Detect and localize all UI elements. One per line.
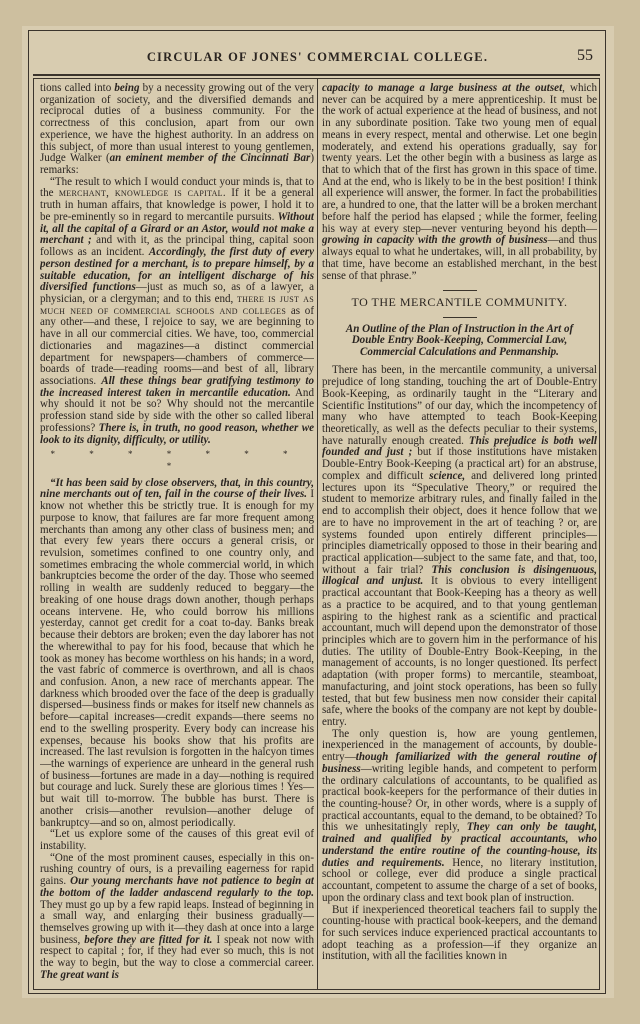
paragraph: [322, 905, 597, 964]
text-run: and delivered long printed lectures upon its “Speculative Theory,” or required the student to memorize arbitrary rules, and finally failed in the end to accomplish their object, does it hence follow that we are to have no improvement in the art of teaching ? or, are systems founded upon entirely different principles—principles diametrically opposed to those in their bearing and practical application—subject to the same fate, and that, too, without a fair trial?: [322, 469, 597, 576]
text-run: tions called into: [40, 83, 115, 94]
section-subtitle: An Outline of the Plan of Instruction in the Art of Double Entry Book-Keeping, Commercial Law, Commercial Calculations and Penmanship.: [345, 322, 574, 358]
text-run: “The result to which I would conduct your minds is, that to the: [40, 175, 314, 200]
text-run: , which never can be acquired by a mere apprenticeship. It must be the work of actual experience at the head of business, and not in any subordinate position. Take two young men of equal means in every respect, mental and otherwise. Let one begin moderately, and extend his operations gradually, say for twenty years. Let the other begin with a business as large as that to which that of the first has grown in this space of time. And at the end, who is likely to be in the best position! I think all experience will answer, the former. In fact the probabilities are, a hundred to one, that the latter will be a broken merchant before half the period has elapsed ; while the former, feeling his way at every step—never venturing beyond his depth—: [322, 83, 597, 235]
page-header: [40, 47, 595, 69]
italic-text: Accordingly, the first duty of every person destined for a merchant, is to prepare himself, by a suitable education, for an intelligent discharge of his diversified functions: [40, 246, 314, 294]
text-run: I know not whether this be strictly true. It is enough for my purpose to know, that failures are far more frequent among merchants than among any other class of business men; and that every few years there occurs a general crisis, or revulsion, sometimes confined to one country only, and sometimes embracing the whole commercial world, in which bankruptcies become the order of the day. Those who seemed rolling in wealth are suddenly reduced to beggary—the breaking of one house drags down another, though perhaps oceans intervene. He, who could borrow his millions yesterday, cannot get credit for a coat to-day. Banks break because their debtors are broken; even the day laborer has not the wherewithal to pay for his food, because that which he took as money has become worthless on his hands; in a word, the vast fabric of commerce is overthrown, and all is chaos and confusion. Anon, a new race of merchants appear. The darkness which brooded over the face of the deep is gradually dispersed—business finds or makes for itself new channels as before—capital increases—credit expands—there seems no end to the swelling prosperity. Every body can increase his expenses, because his books show that his profits are increased. The last revulsion is forgotten in the halcyon times—the warnings of experience are unheard in the general rush of business—fortunes are made in a day—nothing is required but courage and luck. Surely these are glorious times ! Yes—but wait till to-morrow. The bubble has burst. There is another crisis—another revulsion—another deluge of bankruptcy—and so on, almost periodically.: [40, 488, 314, 829]
text-run: and with it, as the principal thing, capital soon follows as an incident.: [40, 234, 314, 259]
paragraph: [322, 729, 597, 905]
italic-text: The great want is: [40, 968, 119, 981]
paragraph: [322, 365, 597, 728]
italic-text: There is, in truth, no good reason, whether we look to its dignity, difficulty, or utility.: [40, 421, 314, 446]
italic-text: This conclusion is disingenuous, illogical and unjust.: [322, 563, 597, 588]
text-run: If it be a general truth in human affairs, that knowledge is power, I hold it to be pre-eminently so in regard to mercantile pursuits.: [40, 187, 314, 223]
section-rule: [443, 317, 477, 318]
paragraph: [40, 829, 314, 852]
text-run: “One of the most prominent causes, especially in this on-rushing country of ours, is a prevailing eagerness for rapid gains.: [40, 851, 314, 888]
running-title: CIRCULAR OF JONES' COMMERCIAL COLLEGE.: [146, 50, 489, 64]
text-run: Hence, no literary institution, school or college, ever did produce a single practical accountant, competent to assume the charge of a set of books, upon the ordinary class and text book plan of instruction.: [322, 856, 597, 904]
italic-text: growing in capacity with the growth of business: [322, 234, 548, 247]
section-heading: TO THE MERCANTILE COMMUNITY.: [351, 295, 568, 310]
right-column: [322, 83, 597, 988]
small-caps-text: there is just as much need of commercial schools and colleges: [40, 292, 314, 317]
italic-text: “It has been said by close observers, that, in this country, nine merchants out of ten, fail in the course of their lives.: [40, 476, 314, 501]
italic-text: This prejudice is both well founded and just ;: [322, 434, 597, 459]
italic-text: though familiarized with the general routine of business: [322, 751, 597, 775]
italic-text: They can only be taught, trained and qualified by practical accountants, who understand the entire routine of the counting-house, its duties and requirements.: [322, 821, 597, 869]
paragraph: [40, 177, 314, 447]
italic-text: Without it, all the capital of a Girard or an Astor, would not make a merchant ;: [40, 210, 314, 247]
italic-text: capacity to manage a large business at the outset: [322, 83, 563, 94]
text-run: ) remarks:: [40, 152, 314, 177]
text-run: —writing legible hands, and competent to perform the ordinary calculations of accountants, to be qualified as practical book-keepers for the performance of their duties in the counting-house? Or, in other words, where is a supply of practical accountants, equal to the demand, to be obtained? To this we unhesitatingly reply,: [322, 762, 597, 834]
section-break-asterisks: * * * * * * * *: [50, 449, 304, 471]
text-run: —and thus always equal to what he undertakes, will, in all probability, by that time, have become an established merchant, in the best sense of that phrase.”: [322, 234, 597, 282]
paragraph: [40, 83, 314, 177]
text-run: as of any other—and these, I rejoice to say, we are beginning to have in all our commercial cities. We have, too, commercial dictionaries and magazines—a distinct commercial department for newspapers—chambers of commerce—boards of trade—reading rooms—and best of all, library associations.: [40, 304, 314, 387]
section-rule: [443, 290, 477, 291]
italic-text: before they are fitted for it.: [84, 933, 213, 946]
text-run: I speak not now with respect to capital ; for, if they had ever so much, this is not the way to begin, but the way to close a commercial career.: [40, 933, 314, 970]
italic-text: All these things bear gratifying testimony to the increased interest taken in mercantile education.: [40, 374, 314, 399]
text-run: And why should it not be so? Why should not the mercantile profession stand side by side with the other so called liberal professions?: [40, 386, 314, 434]
small-caps-text: merchant, knowledge is capital.: [58, 187, 226, 200]
italic-text: Our young merchants have not patience to begin at the bottom of the ladder andascend regularly to the top.: [40, 875, 314, 899]
article-continuation: [322, 83, 597, 282]
text-run: The only question is, how are young gentlemen, inexperienced in the management of accounts, by double-entry—: [322, 727, 597, 764]
italic-text: science,: [429, 469, 466, 482]
paragraph: [322, 83, 597, 282]
italic-text: being: [114, 83, 140, 94]
italic-text: an eminent member of the Cincinnati Bar: [109, 152, 311, 165]
text-run: It is obvious to every intelligent practical accountant that Book-Keeping has a theory as well as a practice to be acquired, and to that young gentleman aspiring to the highest rank as a scientific and practical accountant, much will depend upon the demonstrator of those principles which are to govern him in the performance of his duties. The utility of Double-Entry Book-Keeping, in the management of accounts, is no longer questioned. Its perfect adaptation (with proper forms) to mercantile, steamboat, manufacturing, and joint stock operations, has been so fully tested, that but few business men now consider their capital safe, where the books of the company are not kept by double-entry.: [322, 575, 597, 728]
section-body: [322, 365, 597, 963]
text-run: by a necessity growing out of the very organization of society, and the diversified demands and reciprocal duties of a business community. For the correctness of this conclusion, apart from our own experience, we have the highest authority. In an address on this subject, of more than usual interest to young gentlemen, Judge Walker (: [40, 83, 314, 165]
paragraph: [40, 478, 314, 830]
text-run: There has been, in the mercantile community, a universal prejudice of long standing, touching the art of Double-Entry Book-Keeping, as ordinarily taught in the “Literary and Scientific Institutions” of our day, which the incompetency of many who have attempted to teach Book-Keeping theoretically, as well as the defects peculiar to their systems, have naturally enough created.: [322, 364, 597, 447]
paragraph: [40, 853, 314, 982]
text-run: —just as much so, as of a lawyer, a physician, or a clergyman; and to this end,: [40, 281, 314, 305]
text-run: But if inexperienced theoretical teachers fail to supply the counting-house with practical book-keepers, and the demand for such services induce experienced practical accountants to adopt teaching as a profession—if they organize an institution, with all the facilities known in: [322, 903, 597, 963]
header-rule: [33, 74, 600, 76]
text-run: but if those institutions have mistaken Double-Entry Book-Keeping (a practical art) for an abstruse, complex and difficult: [322, 446, 597, 482]
page-number: 55: [577, 47, 593, 64]
text-run: They must go up by a few rapid leaps. Instead of beginning in a small way, and enlarging their business gradually—themselves growing up with it—they dash at once into a large business,: [40, 898, 314, 946]
column-divider: [317, 78, 318, 990]
text-run: “Let us explore some of the causes of this great evil of instability.: [40, 828, 314, 852]
left-column: [40, 83, 314, 988]
